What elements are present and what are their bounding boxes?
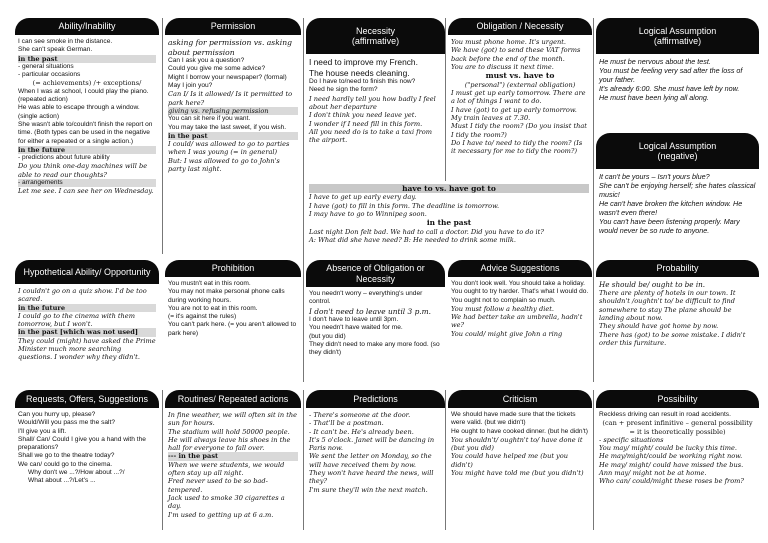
section-line: You must be feeling very sad after the loss of your father. [599,66,743,85]
section-requests [15,390,159,530]
section-line: She can't speak German. [18,46,93,54]
section-line: You shouldn't/ oughtn't to/ have done it (but you did) [451,435,583,453]
section-title-line: Advice Suggestions [480,263,560,274]
section-line: - arrangements [18,179,156,187]
section-title-line: Logical Assumption [638,140,717,151]
section-title-line: Routines/ Repeated actions [177,393,289,404]
section-line: They should have got home by now. [599,322,719,331]
section-line: There has (got) to be some mistake. I didn't order this furniture. [599,330,746,347]
section-line: In fine weather, we will often sit in the sun for hours. [168,411,297,428]
section-obligation [448,18,592,181]
section-line: I don't think you need leave yet. [309,111,417,120]
section-line: (can + present infinitive – general possibility = it is theoretically possible) [602,419,753,436]
section-line: must vs. have to [485,71,555,81]
section-line: - predictions about future ability [18,154,110,162]
section-line: Can you hurry up, please? [18,411,96,418]
section-line: in the past [which was not used] [18,328,156,336]
section-title [306,390,445,408]
section-line: - specific situations [599,435,664,444]
column-divider [162,390,163,530]
section-line: Might I borrow your newspaper? (formal) [168,73,287,81]
section-line: She can't be enjoying herself; she hates classical music! [599,181,756,200]
section-line: What about ...?/Let's ... [28,477,96,485]
section-line: She wasn't able to/couldn't finish the report on time. (Both types can be used in the negative for either a repeated or a single action.) [18,120,153,145]
section-title [306,18,445,54]
section-line: Do I have to/need to finish this now? [309,78,416,86]
section-line: I have (got) to get up early tomorrow. My train leaves at 7.30. [451,105,577,122]
section-title [15,260,159,284]
column-divider [162,18,163,254]
section-title [15,18,159,35]
section-line: You must phone home. It's urgent. [451,38,567,46]
section-line: I wonder if I need fill in this form. [309,119,423,128]
section-line: Do you think one-day machines will be able to read our thoughts? [18,162,148,179]
section-line: - That'll be a postman. [309,419,384,428]
section-logical-aff [596,18,759,134]
section-title [596,390,759,408]
section-absence [306,260,445,382]
column-divider [303,390,304,530]
section-line: We should have made sure that the tickets were valid. (but we didn't) [451,411,576,427]
section-title-line: Probability [656,263,699,274]
section-line: I could go to the cinema with them tomorrow, but I won't. [18,311,135,329]
column-divider [593,390,594,530]
section-line: I don't need to leave until 3 p.m. [309,306,432,316]
section-title-line: Predictions [353,393,398,404]
section-title [448,18,592,35]
section-line: Let me see. I can see her on Wednesday. [18,187,154,196]
section-title-line: Permission [210,21,256,32]
section-line: Who can/ could/might these roses be from? [599,477,744,486]
section-line: All you need do is to take a taxi from the airport. [309,127,432,145]
section-line: I need to improve my French. [309,57,418,67]
section-line: Can I ask you a question? [168,57,245,65]
section-line: You may not make personal phone calls during working hours. [168,288,285,304]
section-line: - general situations [18,62,74,70]
section-line: in the future [18,304,156,312]
section-line: He ought to have cooked dinner. (but he didn't) [451,427,588,435]
section-line: You might have told me (but you didn't) [451,469,584,478]
section-line: --- in the past [168,452,298,460]
section-line: It's 5 o'clock. Janet will be dancing in Paris now. [309,435,435,453]
section-line: I can see smoke in the distance. [18,38,113,45]
section-line: I don't have to leave until 3pm. [309,315,399,323]
section-line: You needn't worry – everything's under control. [309,290,423,306]
section-title-line: Necessity [355,25,395,36]
section-line: Jack used to smoke 30 cigarettes a day. [168,493,285,511]
section-line: You must follow a healthy diet. [451,304,554,313]
section-title-line: Ability/Inability [58,21,116,32]
section-line: We sent the letter on Monday, so the will have received them by now. [309,452,432,469]
section-ability-inability [15,18,159,254]
section-line: Need he sign the form? [309,86,378,94]
section-line: When I was at school, I could play the piano. (repeated action) [18,87,149,104]
section-title [448,260,592,277]
section-line: I'm used to getting up at 6 a.m. [168,510,274,519]
section-line: When we were students, we would often stay up all night. [168,460,285,478]
section-permission [165,18,301,254]
section-line: You may take the last sweet, if you wish. [168,123,287,131]
section-line: You could have helped me (but you didn't) [451,452,569,469]
section-routines [165,390,301,530]
section-title [448,390,592,408]
section-line: But: I was allowed to go to John's party last night. [168,156,280,173]
section-line: They won't have heard the news, will they? [309,469,434,486]
section-line: You are not to eat in this room. [168,304,258,312]
section-line: He was able to escape through a window. (single action) [18,104,140,120]
section-line: giving vs. refusing permission [168,107,298,115]
section-title [165,390,301,408]
section-line: Ann may/ might not be at home. [599,469,707,478]
section-criticism [448,390,592,530]
section-line: You don't look well. You should take a holiday. [451,280,585,287]
section-line: He must have been lying all along. [599,93,709,103]
section-hypothetical [15,260,159,382]
section-line: May I join you? [168,82,213,90]
section-title-line: Obligation / Necessity [476,21,564,32]
section-title [596,18,759,54]
column-divider [445,18,446,181]
section-line: - particular occasions [18,71,81,79]
section-line: The stadium will hold 50000 people. [168,427,290,436]
section-title-line: Hypothetical Ability/ Opportunity [23,266,151,277]
section-line: I couldn't go on a quiz show. I'd be too scared. [18,287,147,304]
section-line: I may have to go to Winnipeg soon. [309,210,427,219]
section-line: You mustn't eat in this room. [168,280,251,287]
section-line: I have (got) to fill in this form. The deadline is tomorrow. [309,201,500,210]
section-line: You could/ might give John a ring [451,329,563,338]
section-line: The house needs cleaning. [309,67,410,78]
section-line: You may/ might/ could be lucky this time. [599,444,738,453]
section-probability [596,260,759,382]
section-line: Do I have to/ need to tidy the room? (Is it necessary for me to tidy the room?) [451,138,583,156]
section-line: You needn't have waited for me. [309,324,403,332]
section-line: have to vs. have got to [309,184,589,193]
column-divider [445,390,446,530]
section-line: in the past [426,218,472,228]
section-line: I have to get up early every day. [309,193,417,202]
section-line: Shall/ Can/ Could I give you a hand with the preparations? [18,435,146,452]
section-line: Reckless driving can result in road accidents. [599,411,731,418]
section-title-line: Prohibition [211,263,255,274]
section-line: He should be/ ought to be in. [599,280,706,289]
section-predictions [306,390,445,530]
section-line: Must I tidy the room? (Do you insist that I tidy the room?) [451,122,587,139]
section-line: Last night Don felt bad. We had to call a doctor. Did you have to do it? [309,227,544,236]
section-title-line: Logical Assumption [638,25,717,36]
section-line: Could you give me some advice? [168,65,266,73]
column-divider [303,18,304,382]
section-line: There are plenty of hotels in our town. It shouldn't /oughtn't to/ be difficult to find somewhere to stay The plane should be landing about now. [599,289,736,322]
section-title [165,260,301,277]
section-line: It can't be yours – Isn't yours blue? [599,172,710,181]
section-necessity [306,18,445,181]
section-line: You can't park here. (= you aren't allowed to park here) [168,321,297,337]
section-line: (= it's against the rules) [168,313,237,321]
section-line: It's already 6:00. She must have left by now. [599,84,740,94]
section-title [15,390,159,408]
section-line: in the future [18,146,156,154]
section-logical-neg [596,133,759,257]
section-line: You ought to try harder. That's what I would do. [451,288,589,296]
section-title [596,260,759,277]
section-line: He can't have broken the kitchen window. He wasn't even there! [599,199,743,218]
section-line: We had better take an umbrella, hadn't we? [451,313,583,330]
section-possibility [596,390,759,530]
section-line: He may/might/could be working right now. [599,452,743,461]
section-title-line: Requests, Offers, Suggestions [26,393,148,404]
section-line: You are to discuss it next time. [451,62,554,71]
section-title-line: Possibility [657,393,698,404]
section-line: asking for permission vs. asking about permission [168,38,292,57]
section-title-line: Absence of Obligation or [326,263,425,274]
section-line: I'll give you a lift. [18,427,67,435]
section-line: You ought not to complain so much. [451,296,556,304]
section-line: I could/ was allowed to go to parties when I was young (= in general) [168,140,290,157]
section-prohibition [165,260,301,382]
section-title [306,260,445,287]
section-line: (but you did) [309,332,346,340]
section-line: He may/ might/ could have missed the bus. [599,460,744,469]
section-line: Why don't we ...?/How about ...?/ [28,469,125,477]
section-line: We can/ could go to the cinema. [18,460,113,468]
section-line: I must get up early tomorrow. There are a lot of things I want to do. [451,89,586,106]
section-have-to [306,181,592,260]
section-line: in the past [168,132,298,140]
section-title-line: Necessity [355,273,395,284]
section-line: Shall we go to the theatre today? [18,452,115,460]
section-title-line: (affirmative) [351,36,400,46]
section-line: Would/Will you pass me the salt? [18,419,115,427]
section-line: (= achievements) /+ exceptions/ [32,79,142,88]
section-line: - It can't be. He's already been. [309,427,414,436]
section-line: He must be nervous about the test. [599,57,711,66]
section-line: They didn't need to make any more food. (so they didn't) [309,340,440,357]
section-line: We have (got) to send these VAT forms back before the end of the month. [451,46,581,63]
section-title [165,18,301,35]
section-title-line: (negative) [657,151,698,161]
section-line: They could (might) have asked the Prime Minister much more searching questions. I wonder why they didn't. [18,336,156,362]
section-title [596,133,759,169]
section-line: Fred never used to be so bad-tempered. [168,477,268,494]
section-line: You can't have been listening properly. Mary would never be so rude to anyone. [599,217,740,236]
section-advice [448,260,592,382]
section-line: - There's someone at the door. [309,411,411,419]
column-divider [593,18,594,382]
section-line: I need hardly tell you how badly I feel about her departure [309,94,436,112]
section-line: ("personal") (external obligation) [464,80,576,89]
section-line: A: What did she have need? B: He needed to drink some milk. [309,235,516,244]
section-line: in the past [18,55,156,63]
section-line: He will always leave his shoes in the hall for everyone to fall over. [168,435,291,453]
section-title-line: (affirmative) [653,36,702,46]
section-line: You can sit here if you want. [168,115,251,123]
section-line: I'm sure they'll win the next match. [309,485,428,494]
section-line: Can I/ Is it allowed/ Is it permitted to park here? [168,90,293,107]
section-title-line: Criticism [502,393,538,404]
